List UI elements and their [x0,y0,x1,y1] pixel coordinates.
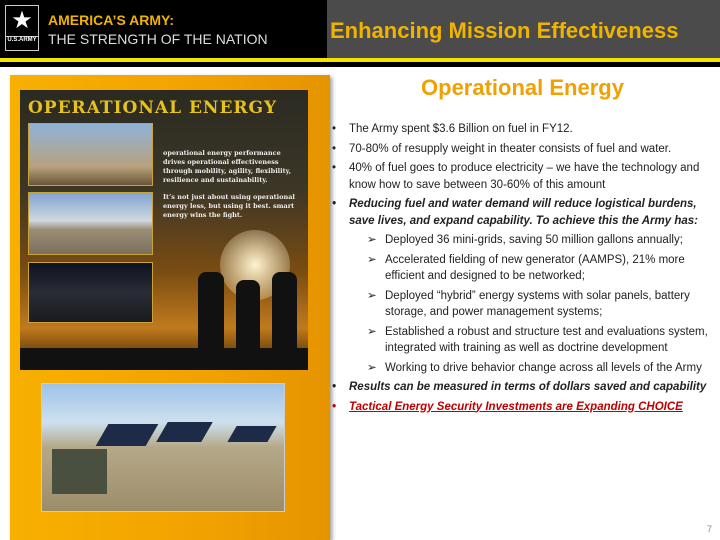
operational-energy-poster [20,90,308,370]
poster-text-1: operational energy performance drives operational effectiveness through mobility, agility, flexibility, resilience and sustainability. [163,149,292,184]
solar-panels-photo [41,383,285,512]
page-number: 7 [706,524,712,534]
logo-text: U.S.ARMY [7,37,37,43]
bullet: • Results can be measured in terms of dollars saved and capability [332,381,707,393]
bullet-link[interactable]: • Tactical Energy Security Investments are Expanding CHOICE [332,400,683,413]
sub-bullet: ➢ Established a robust and structure test and evaluations system, integrated with training as well as doctrine development [367,325,708,354]
tagline-2: THE STRENGTH OF THE NATION [48,31,268,47]
bullet: • The Army spent $3.6 Billion on fuel in FY12. [332,123,573,135]
night-lights-photo [28,262,153,323]
poster-title: OPERATIONAL ENERGY [28,98,278,118]
sub-bullet: ➢ Deployed “hybrid” energy systems with solar panels, battery storage, and power management systems; [367,289,690,318]
tagline-1: AMERICA’S ARMY: [48,12,174,28]
sub-bullet: ➢ Deployed 36 mini-grids, saving 50 million gallons annually; [367,234,683,246]
bullet: • 70-80% of resupply weight in theater consists of fuel and water. [332,142,672,155]
army-logo [5,5,39,51]
slide-title: Enhancing Mission Effectiveness [330,18,679,43]
poster-text-2: It’s not just about using operational energy less, but using it best. smart energy wins the fight. [163,193,295,219]
ground-silhouette [20,348,308,370]
solar-panel [96,424,159,446]
bullet-list [330,121,708,418]
soldiers-photo [28,123,153,186]
base-camp-photo [28,192,153,255]
bullet: • Reducing fuel and water demand will reduce logistical burdens, save lives, and expand capability. To achieve this the Army has: [332,198,698,227]
star-icon: ★ [11,7,33,34]
solar-panel [227,426,276,442]
header-left [0,0,327,58]
generator [52,449,107,494]
slide-subtitle: Operational Energy [421,75,624,100]
sub-bullet: ➢ Working to drive behavior change across all levels of the Army [367,361,702,374]
bullet: • 40% of fuel goes to produce electricity – we have the technology and know how to save between 30-60% of this amount [332,162,700,191]
solar-panel [156,422,213,442]
divider-black [0,62,720,67]
sub-bullet: ➢ Accelerated fielding of new generator (AAMPS), 21% more efficient and designed to be networked; [367,253,685,282]
